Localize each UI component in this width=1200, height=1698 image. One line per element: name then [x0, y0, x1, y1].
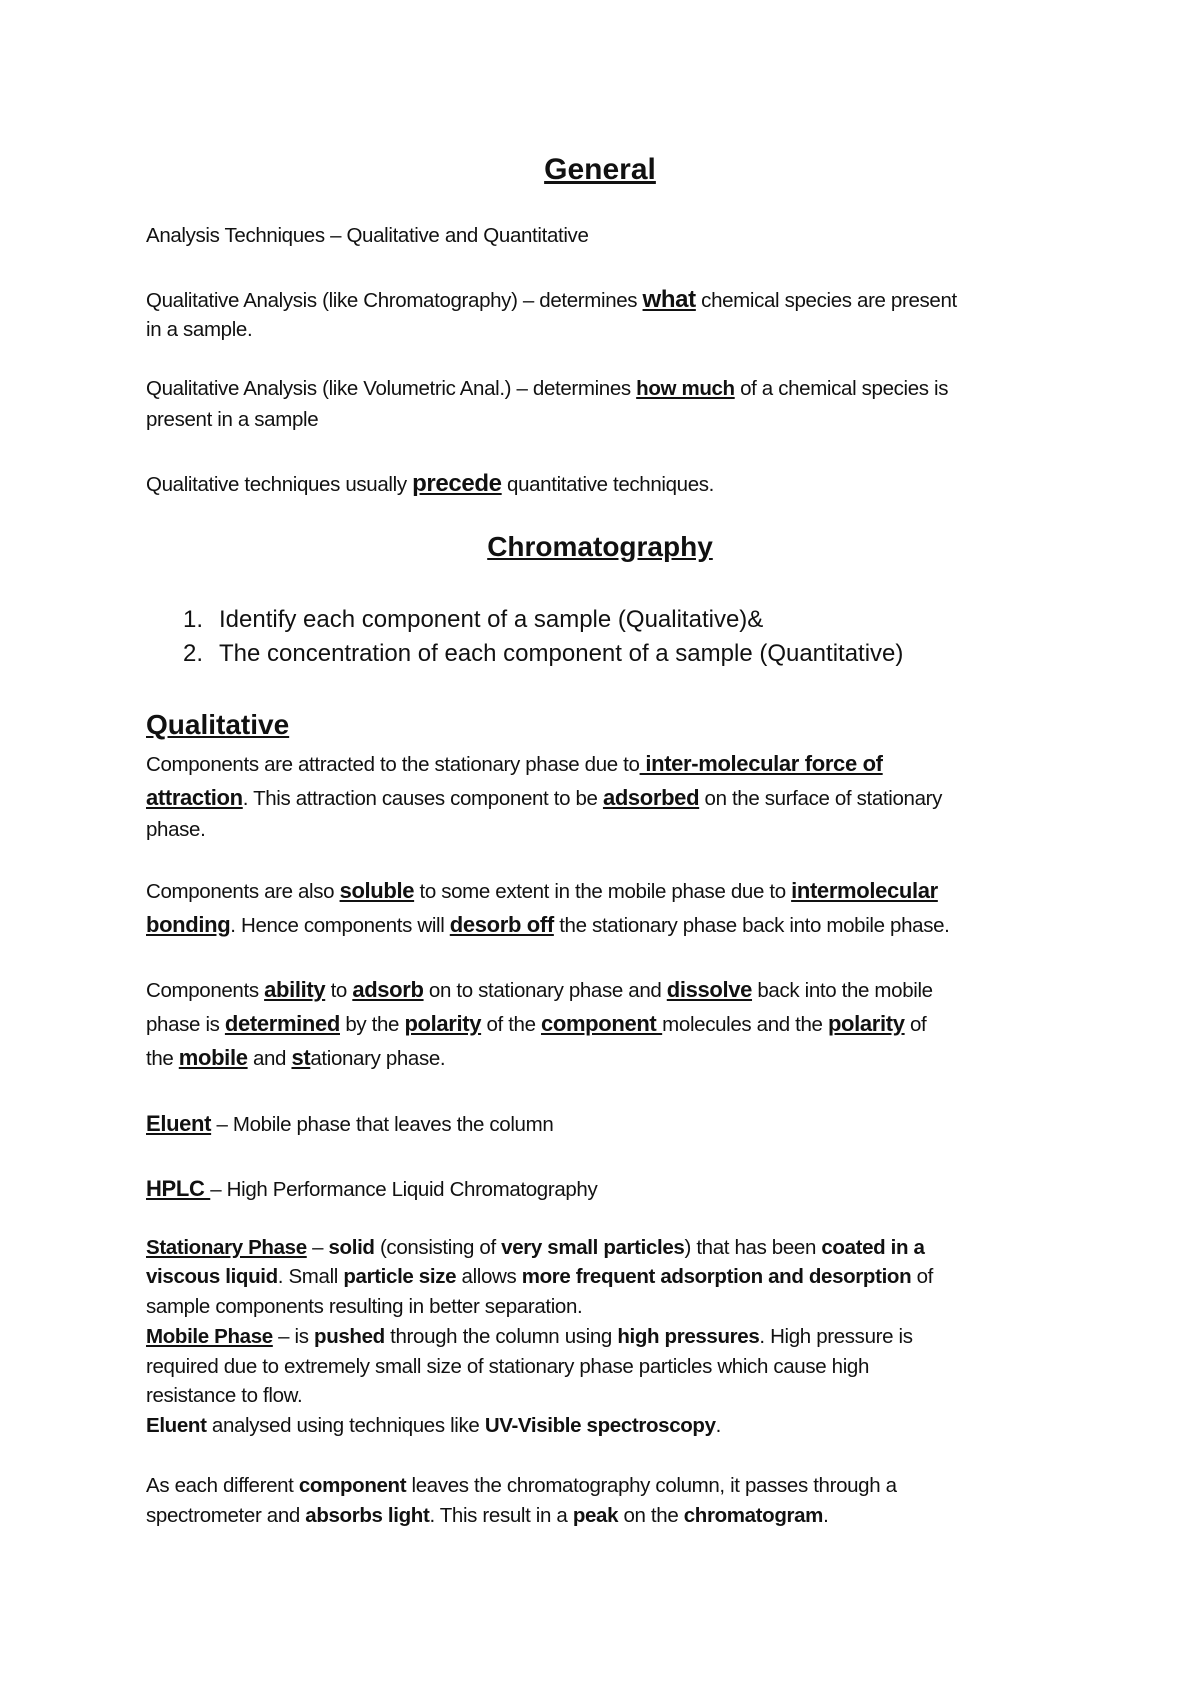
heading-chromatography: Chromatography — [487, 531, 713, 562]
term-intermolecular: intermolecular — [791, 878, 938, 903]
term-adsorbed: adsorbed — [602, 785, 700, 810]
qualitative-techniques-line: Qualitative techniques usually precede quantitative techniques. — [146, 470, 715, 497]
term-what: what — [642, 286, 696, 313]
term-adsorb: adsorb — [352, 977, 424, 1002]
term-bonding: bonding — [146, 912, 231, 937]
list-item-2: The concentration of each component of a sample (Quantitative) — [219, 640, 904, 667]
eluent-analysed-line: Eluent analysed using techniques like UV-Visible spectroscopy. — [146, 1414, 722, 1437]
term-mobile-phase: Mobile Phase — [146, 1325, 273, 1348]
stationary-phase-line3: sample components resulting in better separation. — [146, 1295, 583, 1318]
qualitative-p3-line1: Components ability to adsorb on to stationary phase and dissolve back into the mobile — [146, 977, 933, 1002]
term-how-much: how much — [636, 377, 735, 400]
mobile-phase-line2: required due to extremely small size of stationary phase particles which cause high — [146, 1355, 869, 1378]
term-mobile: mobile — [178, 1045, 248, 1070]
term-polarity-2: polarity — [827, 1011, 905, 1036]
qualitative-p1-line2: attraction. This attraction causes component to be adsorbed on the surface of stationary — [146, 785, 942, 810]
term-soluble: soluble — [339, 878, 415, 903]
term-attraction: attraction — [146, 785, 243, 810]
qualitative-analysis-2-line2: present in a sample — [146, 408, 319, 431]
qualitative-analysis-1-line1: Qualitative Analysis (like Chromatography) – determines what chemical species are present — [146, 286, 957, 313]
term-stationary-phase: Stationary Phase — [146, 1236, 307, 1259]
stationary-phase-line2: viscous liquid. Small particle size allows more frequent adsorption and desorption of — [146, 1265, 934, 1288]
term-dissolve: dissolve — [666, 977, 753, 1002]
qualitative-p1-line3: phase. — [146, 818, 206, 841]
analysis-techniques-line: Analysis Techniques – Qualitative and Quantitative — [146, 224, 589, 247]
eluent-definition: Eluent – Mobile phase that leaves the column — [146, 1111, 554, 1136]
mobile-phase-line3: resistance to flow. — [146, 1384, 303, 1407]
mobile-phase-line1: Mobile Phase – is pushed through the column using high pressures. High pressure is — [146, 1325, 913, 1348]
term-hplc: HPLC — [146, 1176, 211, 1201]
qualitative-p2-line2: bonding. Hence components will desorb off the stationary phase back into mobile phase. — [146, 912, 950, 937]
term-polarity-1: polarity — [404, 1011, 482, 1036]
list-item-1: Identify each component of a sample (Qualitative)& — [219, 606, 764, 633]
term-intermolecular-force: inter-molecular force of — [639, 751, 883, 776]
term-determined: determined — [224, 1011, 340, 1036]
list-number-2: 2. — [183, 640, 204, 667]
term-desorb-off: desorb off — [449, 912, 554, 937]
qualitative-analysis-1-line2: in a sample. — [146, 318, 253, 341]
heading-general: General — [544, 153, 656, 186]
qualitative-p3-line3: the mobile and stationary phase. — [146, 1045, 446, 1070]
term-precede: precede — [412, 470, 502, 497]
qualitative-analysis-2-line1: Qualitative Analysis (like Volumetric Anal.) – determines how much of a chemical species is — [146, 377, 949, 400]
spectrometer-line1: As each different component leaves the chromatography column, it passes through a — [146, 1474, 897, 1497]
stationary-phase-line1: Stationary Phase – solid (consisting of very small particles) that has been coated in a — [146, 1236, 925, 1259]
term-ability: ability — [264, 977, 326, 1002]
list-number-1: 1. — [183, 606, 204, 633]
qualitative-p3-line2: phase is determined by the polarity of the component molecules and the polarity of — [146, 1011, 927, 1036]
term-component: component — [541, 1011, 663, 1036]
term-st: st — [291, 1045, 311, 1070]
term-eluent: Eluent — [146, 1111, 212, 1136]
heading-qualitative: Qualitative — [146, 709, 290, 740]
spectrometer-line2: spectrometer and absorbs light. This result in a peak on the chromatogram. — [146, 1504, 829, 1527]
qualitative-p1-line1: Components are attracted to the stationary phase due to inter-molecular force of — [146, 751, 883, 776]
hplc-definition: HPLC – High Performance Liquid Chromatography — [146, 1176, 598, 1201]
qualitative-p2-line1: Components are also soluble to some extent in the mobile phase due to intermolecular — [146, 878, 938, 903]
